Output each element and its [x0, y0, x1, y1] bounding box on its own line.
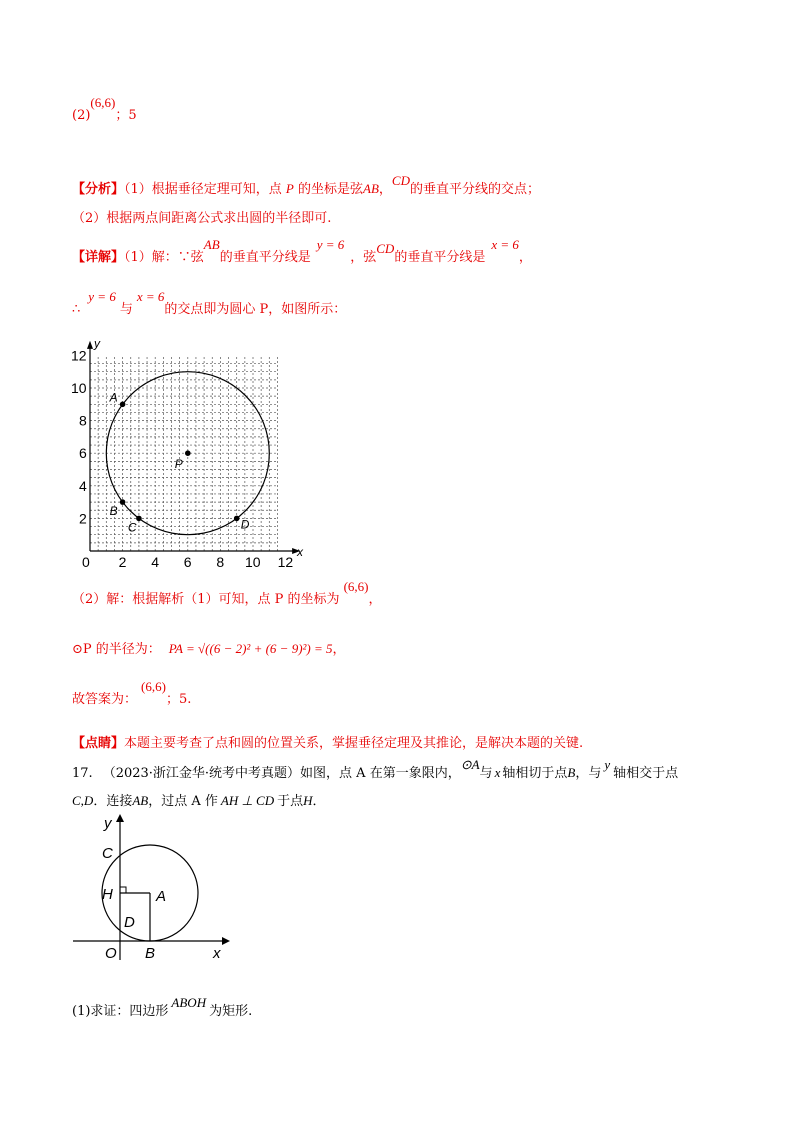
y-tick-label: 12: [71, 347, 87, 364]
x-tick-label: 6: [183, 554, 192, 570]
y-tick-label: 2: [79, 510, 87, 527]
x-tick-label: 2: [118, 554, 127, 570]
point-label-D: D: [240, 517, 250, 532]
label-O: O: [105, 945, 117, 962]
label-D: D: [124, 914, 135, 931]
analysis-line-1: 【分析】（1）根据垂径定理可知，点 P 的坐标是弦AB，CD的垂直平分线的交点；: [72, 173, 540, 197]
y-axis-label: y: [94, 336, 100, 351]
detail-line: 【详解】（1）解：∵弦AB的垂直平分线是y = 6，弦CD的垂直平分线是x = 6，: [72, 237, 532, 265]
question-17-part1: (1)求证：四边形ABOH为矩形.: [72, 995, 253, 1019]
final-answer-line: 故答案为：(6,6)；5.: [72, 679, 192, 707]
label-C: C: [102, 845, 113, 862]
point-B: [120, 499, 126, 505]
right-angle-mark: [120, 887, 126, 893]
x-axis-arrow: [222, 937, 230, 945]
point-C: [136, 516, 142, 522]
x-tick-label: 0: [82, 554, 90, 570]
x-tick-label: 10: [245, 554, 261, 570]
coordinate-graph-circle: [70, 335, 310, 570]
question-17-line-2: C,D．连接AB，过点 A 作 AH ⊥ CD 于点H．: [72, 793, 326, 809]
x-tick-label: 8: [216, 554, 225, 570]
y-tick-label: 8: [79, 412, 87, 429]
answer-part2-line: (2)(6,6)；5: [72, 95, 137, 123]
label-x: x: [213, 945, 221, 962]
analysis-line-2: （2）根据两点间距离公式求出圆的半径即可.: [72, 211, 332, 226]
point-A: [120, 402, 126, 408]
label-A: A: [156, 888, 167, 905]
point-P: [185, 450, 191, 456]
x-tick-label: 12: [277, 554, 294, 570]
y-tick-label: 6: [79, 445, 87, 462]
point-label-A: A: [109, 390, 118, 405]
y-tick-label: 4: [79, 477, 87, 494]
point-D: [234, 516, 240, 522]
y-tick-label: 10: [71, 380, 87, 396]
solution-part2-line: （2）解：根据解析（1）可知，点 P 的坐标为(6,6)，: [72, 579, 382, 607]
y-axis-arrow: [87, 341, 93, 349]
comment-line: 【点睛】本题主要考查了点和圆的位置关系，掌握垂径定理及其推论，是解决本题的关键.: [72, 736, 584, 751]
question-17-figure: [68, 812, 238, 962]
radius-line: ⊙P 的半径为： PA = √((6 − 2)² + (6 − 9)²) = 5，: [72, 641, 346, 657]
point-label-B: B: [109, 504, 118, 519]
label-H: H: [102, 886, 113, 903]
point-label-P: P: [174, 457, 183, 472]
x-tick-label: 4: [151, 554, 159, 570]
label-B: B: [145, 945, 156, 962]
y-axis-arrow: [116, 814, 124, 822]
label-y: y: [104, 815, 112, 832]
therefore-line: ∴y = 6与x = 6的交点即为圆心 P，如图所示：: [72, 289, 347, 317]
x-axis-label: x: [297, 545, 304, 559]
question-17-line-1: 17. （2023·浙江金华·统考中考真题）如图，点 A 在第一象限内，⊙A与 x 轴相切于点B，与y轴相交于点: [72, 757, 679, 781]
point-label-C: C: [127, 520, 137, 535]
